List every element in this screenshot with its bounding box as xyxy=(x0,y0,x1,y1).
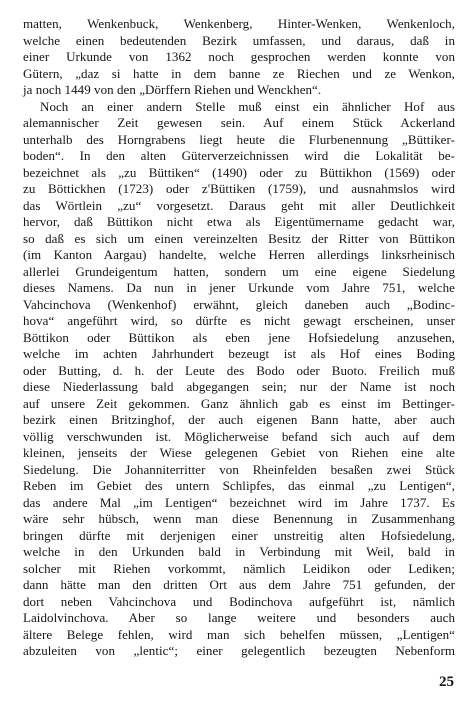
text-line: diese Niederlassung bald abgegangen sein; nur der Name ist noch xyxy=(23,379,455,394)
text-line: solcher mit Riehen vorkommt, nämlich Leidikon oder Lediken; xyxy=(23,560,455,576)
text-line: das andere Mal „im Lentigen“ bezeichnet wird im Jahre 1737. Es xyxy=(23,494,455,510)
text-line: alemannischer Zeit gewesen sein. Auf einem Stück Ackerland xyxy=(23,115,455,130)
text-line: boden“. In den alten Güterverzeichnissen wird die Lokalität be- xyxy=(23,148,455,163)
text-line: Noch an einer andern Stelle muß einst ein ähnlicher Hof aus xyxy=(40,98,455,114)
text-line: Reben im Gebiet des untern Schlipfes, das einmal „zu Lentigen“, xyxy=(23,478,455,493)
text-line: abzuleiten von „lentic“; einer gelegentlich bezeugten Nebenform xyxy=(23,643,455,658)
text-line: einer Urkunde von 1362 noch gesprochen werden konnte von xyxy=(23,49,455,64)
text-line: welche im achten Jahrhundert bezeugt ist als Hof eines Boding xyxy=(23,346,455,361)
text-line: wäre sehr hübsch, wenn man diese Benennung in Zusammenhang xyxy=(23,511,455,526)
text-line: dieses Namens. Da nun in jener Urkunde vom Jahre 751, welche xyxy=(23,280,455,295)
page-number: 25 xyxy=(439,674,454,690)
text-line: (im Kanton Aargau) handelte, welche Herren allerdings linksrheinisch xyxy=(23,247,455,262)
text-line: kleinen, jenseits der Wiese gelegenen Gebiet von Riehen eine alte xyxy=(23,445,455,460)
text-line: unterhalb des Horngrabens liegt heute die Flurbenennung „Büttiker- xyxy=(23,131,455,147)
body-text xyxy=(23,16,455,660)
text-line: auf unsere Zeit gekommen. Ganz ähnlich gab es einst im Bettinger- xyxy=(23,395,455,411)
text-line: bezirk einen Britzinghof, der auch eigenen Bann hatte, aber auch xyxy=(23,412,455,427)
text-line: welche einen bedeutenden Bezirk umfassen, und daraus, daß in xyxy=(23,32,455,48)
text-line: bringen dürfte mit derjenigen einer unstreitig alten Hofsiedelung, xyxy=(23,527,455,543)
text-line: Vahcinchova (Wenkenhof) erwähnt, gleich daneben auch „Bodinc- xyxy=(23,296,455,312)
text-line: ältere Belege fehlen, wird man sich behelfen müssen, „Lentigen“ xyxy=(23,626,455,642)
text-line: dann hätte man den dritten Ort aus dem Jahre 751 gefunden, der xyxy=(23,577,455,592)
text-line: welche in den Urkunden bald in Verbindung mit Weil, bald in xyxy=(23,544,455,559)
text-line: das Wörtlein „zu“ vorgesetzt. Daraus geht mit aller Deutlichkeit xyxy=(23,197,455,213)
text-line: dort neben Vahcinchova und Bodinchova aufgeführt ist, nämlich xyxy=(23,593,455,609)
text-line: Böttikon oder Büttikon als eben jene Hofsiedelung anzusehen, xyxy=(23,329,455,345)
text-line: ja noch 1449 von den „Dörffern Riehen und Wenckhen“. xyxy=(23,82,322,97)
text-line: Siedelung. Die Johanniterritter von Rheinfelden besaßen zwei Stück xyxy=(23,461,455,477)
text-line: oder Butting, d. h. der Leute des Bodo oder Buoto. Freilich muß xyxy=(23,362,455,378)
text-line: so daß es sich um einen vereinzelten Besitz der Ritter von Büttikon xyxy=(23,230,455,246)
text-line: Laidolvinchova. Aber so lange weitere und besonders auch xyxy=(23,610,455,625)
text-line: völlig verschwunden ist. Möglicherweise befand sich auch auf dem xyxy=(23,428,455,444)
text-line: Gütern, „daz si hatte in dem banne ze Riechen und ze Wenkon, xyxy=(23,65,455,81)
text-line: hervor, daß Büttikon nicht etwa als Eigentümername gedacht war, xyxy=(23,214,455,229)
text-line: bezeichnet als „zu Büttiken“ (1490) oder zu Büttikhon (1569) oder xyxy=(23,164,455,180)
text-line: zu Böttickhen (1723) oder z'Büttiken (1759), und ausnahmslos wird xyxy=(23,181,455,196)
text-line: allerlei Grundeigentum hatten, sondern um eine eigene Siedelung xyxy=(23,263,455,279)
text-line: hova“ angeführt wird, so dürfte es nicht gewagt erscheinen, unser xyxy=(23,313,455,328)
text-line: matten, Wenkenbuck, Wenkenberg, Hinter-Wenken, Wenkenloch, xyxy=(23,16,455,31)
